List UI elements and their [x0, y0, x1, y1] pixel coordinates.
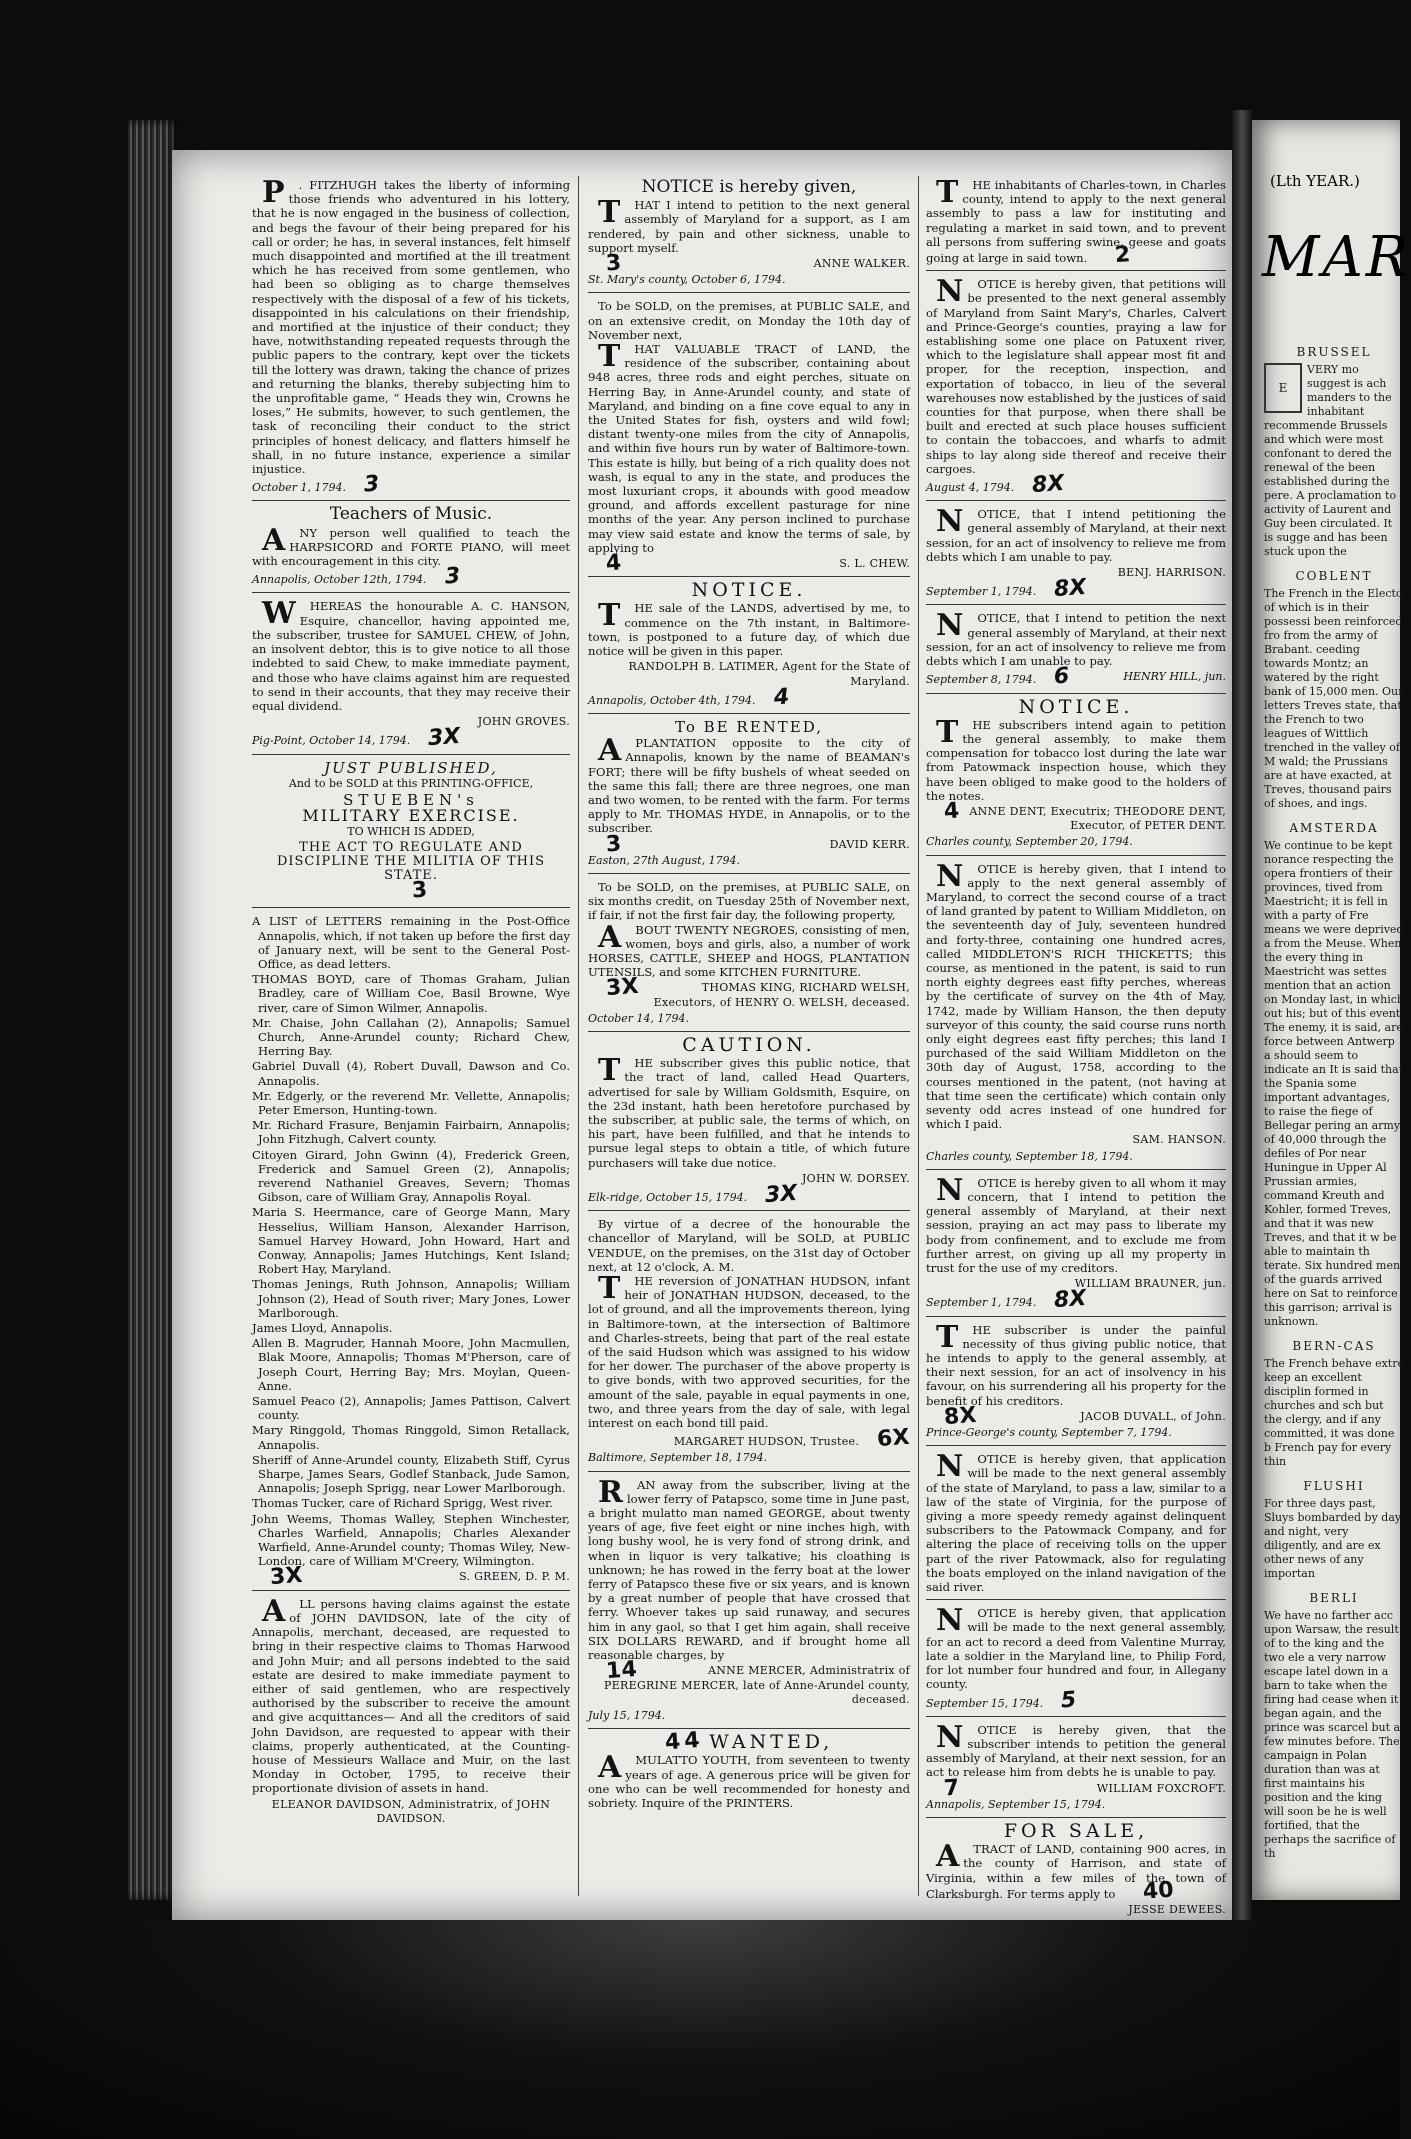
ad-murray	[926, 1603, 1226, 1716]
ad-tobacco-warehouse	[926, 274, 1226, 501]
handwritten-mark: 3X	[764, 1180, 799, 1209]
ad-text: HE inhabitants of Charles-town, in Charles county, intend to apply to the next general assembly to pass a law for instituting and regulating a market in said town, and to prevent all persons from suffering swine, geese and goats going at large in said town.	[926, 178, 1226, 266]
ad-date-text: September 15, 1794.	[926, 1696, 1044, 1710]
ad-intro: To be SOLD, on the premises, at PUBLIC SALE, on six months credit, on Tuesday 25th of November next, if fair, if not the first fair day, the following property,	[588, 879, 910, 923]
column-1	[252, 175, 570, 1888]
dateline-heading: COBLENT	[1295, 569, 1373, 583]
ad-heading: NOTICE.	[691, 579, 807, 602]
ad-fitzhugh	[252, 175, 570, 501]
ad-date: Charles county, September 18, 1794.	[926, 1149, 1133, 1163]
ad-signer: ANNE DENT, Executrix; THEODORE DENT, Executor, of PETER DENT.	[969, 804, 1226, 833]
letters-entry: Mr. Richard Frasure, Benjamin Fairbairn, Annapolis; John Fitzhugh, Calvert county.	[252, 1118, 570, 1147]
handwritten-mark: 4	[605, 550, 623, 577]
ad-signer: THOMAS KING, RICHARD WELSH, Executors, of HENRY O. WELSH, deceased.	[653, 981, 910, 1009]
handwritten-mark: 3	[443, 563, 461, 590]
ad-text: AN away from the subscriber, living at the lower ferry of Patapsco, some time in June past, a bright mulatto man named GEORGE, about twenty years of age, five feet eight or nine inches high, with long bushy wool, he is very fond of strong drink, and when in liquor is very talkative; his cloathing is unknown; he has rowed in the ferry boat at the lower ferry of Patapsco these five or six years, and is known by a great number of people that have crossed that ferry. Whoever takes up said runaway, and secures him in any gaol, so that I get him again, shall receive SIX DOLLARS REWARD, and if brought home all reasonable charges, by	[588, 1477, 910, 1663]
letters-entry: Mary Ringgold, Thomas Ringgold, Simon Retallack, Annapolis.	[252, 1423, 570, 1452]
drop-cap: T	[936, 175, 959, 210]
dateline-heading: BERN-CAS	[1292, 1339, 1376, 1353]
article-text: We continue to be kept norance respecting the opera frontiers of their provinces, tived from Maestricht; it is fell in with a party of Fre means we were deprived a from the Meuse. When the every thing in Maestricht was settes mention that an action on Monday last, in which out his; but of this event The enemy, it is said, are force between Antwerp a should seem to indicate an It is said that the Spania some important advantages, to raise the fiege of Bellegar pering an army of 40,000 through the defiles of Por near Huningue in Upper Al Prussian armies, command Kreuth and Kohler, formed Treves, and that it was new Treves, and that it w be able to maintain th terate. Six hundred men of the guards arrived here on Sat to reinforce this garrison; arrival is unknown.	[1264, 839, 1404, 1328]
letters-entry: THOMAS BOYD, care of Thomas Graham, Julian Bradley, care of William Coe, Basil Browne, Wye river, care of Simon Wilmer, Annapolis.	[252, 972, 570, 1015]
ad-text: MULATTO YOUTH, from seventeen to twenty years of age. A generous price will be given for one who can be well recommended for honesty and sobriety. Inquire of the PRINTERS.	[588, 1753, 910, 1810]
handwritten-mark: 6	[1053, 663, 1071, 690]
ad-heading: WANTED,	[709, 1731, 834, 1754]
ad-signer: JOHN W. DORSEY.	[801, 1171, 910, 1185]
ad-text: OTICE is hereby given, that application will be made to the next general assembly, for an act to record a deed from Valentine Murray, late a soldier in the Maryland line, to Philip Ford, for lot number four hundred and four, in Allegany county.	[926, 1606, 1226, 1692]
drop-cap: N	[936, 608, 964, 644]
ad-signer: JOHN GROVES.	[477, 715, 570, 729]
drop-cap: N	[936, 858, 964, 894]
ad-signer: S. GREEN, D. P. M.	[459, 1570, 570, 1584]
drop-cap: P	[262, 175, 285, 210]
handwritten-mark: 6X	[876, 1425, 911, 1453]
drop-cap: N	[936, 1172, 964, 1208]
drop-cap: A	[598, 919, 622, 955]
ad-text: OTICE is hereby given, that I intend to apply to the next general assembly of Maryland, to correct the second course of a tract of land granted by patent to William Middleton, on the seventeenth day of July, seventeen hundred and forty-three, containing one hundred acres, called MIDDLETON'S RICH THICKETTS; this course, as mentioned in the patent, is said to run north eighty degrees east fifty perches, whereas by the certificate of survey on the 4th of May, 1742, made by William Hanson, the then deputy surveyor of this county, the said course runs north only eight degrees east fifty perches; this land I purchased of the said William Middleton on the 30th day of August, 1758, according to the courses mentioned in the patent, (not having at that time seen the certificate) which contain only seventy odd acres instead of one hundred for which I paid.	[926, 861, 1226, 1132]
ad-signer: S. L. CHEW.	[839, 557, 910, 571]
ad-date-text: September 8, 1794.	[926, 673, 1037, 687]
dateline-heading: BRUSSEL	[1296, 345, 1372, 359]
ad-date	[926, 1286, 1226, 1314]
letters-entry: Sheriff of Anne-Arundel county, Elizabeth Stiff, Cyrus Sharpe, James Sears, Godlef Stanback, Jude Samon, Annapolis; Joseph Sprigg, near Lower Marlborough.	[252, 1452, 570, 1496]
handwritten-mark: 2	[1114, 242, 1132, 269]
ad-intro: By virtue of a decree of the honourable the chancellor of Maryland, will be SOLD, at PUBLIC VENDUE, on the premises, on the 31st day of October next, at 12 o'clock, A. M.	[588, 1217, 910, 1274]
ad-heading: CAUTION.	[682, 1033, 816, 1056]
scan-background	[0, 1920, 1400, 2139]
ad-title: STUEBEN's	[343, 790, 479, 809]
article-text: VERY mo suggest is ach manders to the inhabitant recommende Brussels and which were most confonant to dered the renewal of the been established during the pere. A proclamation to activity of Laurent and Guy been circulated. It is sugge and has been stuck upon the	[1264, 363, 1397, 558]
handwritten-mark: 3X	[269, 1563, 304, 1591]
letters-entry: James Lloyd, Annapolis.	[252, 1321, 393, 1336]
year-label: (Lth YEAR.)	[1270, 172, 1360, 190]
ad-date-text: October 1, 1794.	[252, 481, 347, 495]
handwritten-mark: 8X	[1053, 1286, 1088, 1314]
ad-walker	[588, 177, 910, 293]
drop-cap: A	[262, 522, 286, 558]
article-text: For three days past, Sluys bombarded by day and night, very diligently, and are ex other news of any importan	[1264, 1497, 1402, 1580]
ad-text: BOUT TWENTY NEGROES, consisting of men, women, boys and girls, also, a number of work HORSES, CATTLE, SHEEP and HOGS, PLANTATION UTENSILS, and some KITCHEN FURNITURE.	[588, 922, 910, 980]
ad-text: OTICE is hereby given, that application will be made to the next general assembly of the state of Maryland, to pass a law, similar to a law of the state of Virginia, for the purpose of giving a more speedy remedy against delinquent subscribers to the Patowmack Company, and for altering the place of receiving tolls on the upper part of the river Patowmack, also for regulating the boats employed on the inland navigation of the said river.	[926, 1452, 1226, 1595]
ad-heading: Teachers of Music.	[329, 504, 493, 525]
letters-entry: John Weems, Thomas Walley, Stephen Winchester, Charles Warfield, Annapolis; Charles Alexander Warfield, Anne-Arundel county; Thomas Wiley, New-London, care of William M'Creery, Wilmington.	[252, 1511, 570, 1569]
ad-date	[252, 724, 570, 752]
drop-cap: N	[936, 1603, 964, 1639]
drop-cap: T	[598, 1053, 621, 1089]
handwritten-mark: 8X	[1031, 470, 1066, 499]
ad-davidson	[252, 1593, 570, 1831]
article-text: The French in the Electo of which is in their possessi been reinforced fro from the army of Brabant. ceeding towards Montz; an watered by the right bank of 15,000 men. Our letters Treves state, that the French to two leagues of Wittlich trenched in the valley of M wald; the Prussians are at have exacted, at Treves, thousand pairs of shoes, and ings.	[1264, 587, 1404, 810]
ad-text: A LIST of LETTERS remaining in the Post-Office Annapolis, which, if not taken up before the first day of January next, will be sent to the General Post-Office, as dead letters.	[252, 914, 570, 971]
ad-wanted	[588, 1727, 910, 1815]
drop-cap: N	[936, 1449, 964, 1485]
ad-welsh	[588, 880, 910, 1032]
handwritten-mark: 14	[605, 1657, 639, 1685]
ad-date: Easton, 27th August, 1794.	[588, 853, 741, 867]
handwritten-mark: 3	[411, 877, 429, 904]
ad-text: TRACT of LAND, containing 900 acres, in the county of Harrison, and state of Virginia, within a few miles of the town of Clarksburgh. For terms apply to	[926, 1842, 1226, 1901]
ad-signer: RANDOLPH B. LATIMER, Agent for the State of Maryland.	[628, 660, 910, 688]
ad-date	[588, 1180, 910, 1209]
ad-text: . FITZHUGH takes the liberty of informing those friends who adventured in his lottery, that he is now engaged in the business of collection, and begs the favour of their being prepared for his call or order; he has, in several instances, felt himself much disappointed and mortified at the ill treatment which he has received from some gentlemen, who had been so obliging as to charge themselves respectively with the disposal of a few of his tickets, disappointed in his calculations on their friendship, and mortified at the injustice of their conduct; they have, notwithstanding repeated requests through the public papers to the contrary, kept over the tickets till the lottery was drawn, taking the chance of prizes and returning the blanks, thereby subjecting him to the unprofitable game, “ Heads they win, Crowns he loses,” He submits, however, to such gentlemen, the task of reconciling their conduct to the strict principles of honest delicacy, and flatters himself he shall, in no future instance, experience a similar injustice.	[252, 178, 570, 477]
drop-cap: A	[936, 1839, 960, 1875]
ad-text: PLANTATION opposite to the city of Annapolis, known by the name of BEAMAN's FORT; there will be fifty bushels of wheat seeded on the same this fall; there are three negroes, one man and two women, to be rented with the farm. For terms apply to Mr. THOMAS HYDE, in Annapolis, or to the subscriber.	[588, 736, 910, 836]
ad-jacob-duvall	[926, 1319, 1226, 1447]
ad-date	[252, 563, 570, 590]
dateline-heading: AMSTERDA	[1289, 821, 1379, 835]
dateline-heading: BERLI	[1309, 1591, 1359, 1605]
ad-date-text: Pig-Point, October 14, 1794.	[252, 734, 411, 748]
ad-heading: JUST PUBLISHED,	[324, 758, 498, 777]
ad-signer: WILLIAM FOXCROFT.	[1096, 1781, 1226, 1795]
book-gutter	[1232, 110, 1252, 1920]
column-3	[926, 175, 1226, 1916]
ad-hanson-chew	[252, 596, 570, 754]
drop-cap: T	[936, 714, 959, 750]
ad-signer: WILLIAM BRAUNER, jun.	[1074, 1277, 1226, 1291]
drop-cap: T	[598, 339, 621, 375]
handwritten-mark: 8X	[1053, 575, 1088, 603]
ad-date	[926, 1686, 1226, 1714]
ad-date: October 14, 1794.	[588, 1011, 690, 1025]
ad-patowmack	[926, 1449, 1226, 1600]
drop-cap: N	[936, 1719, 964, 1755]
ad-subheading: TO WHICH IS ADDED,	[347, 825, 475, 839]
drop-cap: T	[598, 598, 621, 634]
letters-entry: Maria S. Heermance, care of George Mann, Mary Hesselius, William Hanson, Alexander Harrison, Samuel Harvey Howard, John Howard, Hart and Conway, Annapolis; James Hutchings, Kent Island; Robert Hay, Maryland.	[252, 1205, 570, 1277]
ad-signer: DAVID KERR.	[829, 837, 910, 851]
drop-cap: A	[598, 1750, 622, 1786]
dateline-heading: FLUSHI	[1303, 1479, 1365, 1493]
ad-text: HE subscriber is under the painful necessity of thus giving public notice, that he intends to apply to the general assembly, at their next session, for an act of insolvency in his favour, on his surrendering all his property for the benefit of his creditors.	[926, 1322, 1226, 1408]
ad-text: HE reversion of JONATHAN HUDSON, infant heir of JONATHAN HUDSON, deceased, to the lot of ground, and all the improvements thereon, lying in Baltimore-town, at the intersection of Baltimore and Charles-streets, being that part of the real estate of the said Hudson which was assigned to his widow for her dower. The purchaser of the above property is to give bonds, with two approved securities, for the amount of the sale, payable in equal payments in one, two, and three years from the day of sale, with legal interest on each bond till paid.	[588, 1274, 910, 1431]
ad-date: Baltimore, September 18, 1794.	[588, 1451, 768, 1465]
handwritten-mark: 3	[363, 471, 381, 498]
ad-date	[252, 471, 570, 498]
ad-title: THE ACT TO REGULATE AND DISCIPLINE THE MILITIA OF THIS STATE.	[276, 839, 546, 883]
ad-text: NY person well qualified to teach the HARPSICORD and FORTE PIANO, will meet with encouragement in this city.	[252, 525, 570, 569]
letters-entry: Gabriel Duvall (4), Robert Duvall, Dawson and Co. Annapolis.	[252, 1059, 570, 1088]
ad-signer: ANNE WALKER.	[813, 257, 910, 271]
ad-kerr	[588, 717, 910, 874]
ad-text: OTICE, that I intend petitioning the general assembly of Maryland, at their next session, for an act of insolvency to relieve me from debts which I am unable to pay.	[926, 507, 1226, 564]
drop-cap: T	[936, 1319, 959, 1355]
ad-signer: SAM. HANSON.	[1132, 1133, 1226, 1147]
ad-chew-land	[588, 299, 910, 577]
letters-entry: Allen B. Magruder, Hannah Moore, John Macmullen, Blak Moore, Annapolis; Thomas M'Pherson, care of Joseph Court, Herring Bay; Mrs. Moylan, Queen-Anne.	[252, 1336, 570, 1393]
ad-hill	[926, 608, 1226, 693]
letters-entry: Mr. Chaise, John Callahan (2), Annapolis; Samuel Church, Anne-Arundel county; Richard Chew, Herring Bay.	[252, 1015, 570, 1059]
letters-entry: Thomas Jenings, Ruth Johnson, Annapolis; William Johnson (2), Head of South river; Mary Jones, Lower Marlborough.	[252, 1277, 570, 1320]
ad-charlestown	[926, 175, 1226, 271]
handwritten-mark: 7	[943, 1775, 961, 1802]
column-rule	[918, 176, 919, 1896]
ad-signer: BENJ. HARRISON.	[1117, 566, 1226, 580]
ad-date: Prince-George's county, September 7, 1794.	[926, 1426, 1172, 1440]
ad-text: HE sale of the LANDS, advertised by me, to commence on the 7th instant, in Baltimore-town, is postponed to a future day, of which due notice will be given in this paper.	[588, 601, 910, 659]
ad-text: OTICE is hereby given, that the subscriber intends to petition the general assembly of Maryland, at their next session, for an act to release him from debts he is unable to pay.	[926, 1722, 1226, 1780]
ad-foxcroft	[926, 1719, 1226, 1818]
ad-date	[926, 470, 1226, 499]
ad-dorsey-caution	[588, 1033, 910, 1211]
handwritten-mark: 3	[605, 831, 623, 858]
ad-heading: To BE RENTED,	[675, 717, 823, 736]
ad-date-text: September 1, 1794.	[926, 585, 1037, 599]
ad-date: St. Mary's county, October 6, 1794.	[588, 273, 786, 287]
column-rule	[578, 176, 579, 1896]
ad-date-text: Annapolis, October 12th, 1794.	[252, 573, 427, 587]
ad-heading: NOTICE.	[1018, 695, 1134, 718]
ad-dent	[926, 695, 1226, 856]
ad-text: OTICE is hereby given, that petitions will be presented to the next general assembly of Maryland from Saint Mary's, Charles, Calvert and Prince-George's counties, praying a law for establishing some one place on Patuxent river, which to the legislature shall appear most fit and proper, for the reception, inspection, and exportation of tobacco, in lieu of the several warehouses now established by the justices of said counties for that purpose, when there shall be built and erected at such place houses sufficient to contain the tobaccoes, and wharfs to admit ships to lay along side thereof and receive their cargoes.	[926, 277, 1226, 476]
ad-intro: To be SOLD, on the premises, at PUBLIC SALE, and on an extensive credit, on Monday the 10th day of November next,	[588, 299, 910, 342]
handwritten-mark: 44	[663, 1727, 705, 1756]
facing-page	[1252, 120, 1411, 1900]
ad-mercer-runaway	[588, 1474, 910, 1729]
ad-signer: ELEANOR DAVIDSON, Administratrix, of JOHN DAVIDSON.	[271, 1797, 551, 1825]
drop-cap: N	[936, 504, 964, 540]
ad-date: Annapolis, September 15, 1794.	[926, 1797, 1106, 1811]
ad-text: OTICE is hereby given to all whom it may concern, that I intend to petition the general assembly of Maryland, at their next session, praying an act may pass to liberate my body from confinement, and to exclude me from further arrest, on giving up all my property in trust for the use of my creditors.	[926, 1175, 1226, 1276]
drop-cap: N	[936, 274, 964, 310]
facing-page-column	[1264, 335, 1404, 1861]
ad-date	[926, 663, 1226, 690]
ad-date-text: September 1, 1794.	[926, 1296, 1037, 1310]
handwritten-mark: 4	[772, 684, 790, 711]
ad-text: HAT VALUABLE TRACT of LAND, the residence of the subscriber, containing about 948 acres, three rods and eight perches, situate on Herring Bay, in Anne-Arundel county, and state of Maryland, and binding on a fine cove equal to any in the United States for fish, oysters and wild fowl; distant twenty-one miles from the city of Annapolis, and within five hours run by water of Baltimore-town. This estate is hilly, but being of a rich quality does not wash, is equal to any in the state, and produces the most luxuriant crops, it abounds with good meadow ground, and affords excellent pasturage for nine months of the year. Any person inclined to purchase may view said estate and know the terms of sale, by applying to	[588, 342, 910, 555]
ad-date: Charles county, September 20, 1794.	[926, 835, 1133, 849]
drop-cap: W	[262, 596, 296, 632]
drop-cap: R	[598, 1474, 623, 1510]
ad-signer: HENRY HILL, jun.	[1123, 670, 1226, 684]
ad-signer: MARGARET HUDSON, Trustee.	[673, 1435, 860, 1449]
ad-date-text: Elk-ridge, October 15, 1794.	[588, 1191, 748, 1204]
letters-entry: Thomas Tucker, care of Richard Sprigg, West river.	[252, 1496, 553, 1511]
ad-subheading: And to be SOLD at this PRINTING-OFFICE,	[288, 776, 534, 790]
drop-cap: A	[598, 733, 622, 769]
handwritten-mark: 40	[1142, 1877, 1175, 1905]
drop-cap: A	[262, 1593, 286, 1629]
column-2	[588, 178, 910, 1888]
ad-date-text: August 4, 1794.	[926, 481, 1015, 495]
ad-text: OTICE, that I intend to petition the next general assembly of Maryland, at their next session, for an act of insolvency to relieve me from debts which I am unable to pay.	[926, 611, 1226, 669]
ad-text: LL persons having claims against the estate of JOHN DAVIDSON, late of the city of Annapolis, merchant, deceased, are requested to bring in their respective claims to Thomas Harwood and John Muir; and all persons indebted to the said estate are desired to make immediate payment to either of said gentlemen, who are respectively authorised by the subscriber to receive the amount and give acquittances— And all the creditors of said John Davidson, are requested to appear with their claims, properly authenticated, at the Counting-house of Messieurs Wallace and Muir, on the last Monday in October, 1795, to receive their proportionate division of assets in hand.	[252, 1596, 570, 1796]
handwritten-mark: 4	[943, 798, 961, 825]
ad-heading: FOR SALE,	[1003, 1819, 1149, 1842]
ad-hudson	[588, 1217, 910, 1471]
handwritten-mark: 8X	[943, 1402, 978, 1430]
letters-entry: Citoyen Girard, John Gwinn (4), Frederick Green, Frederick and Samuel Green (2), Annapolis; reverend Nathaniel Greaves, Severn; Thomas Gibson, care of William Gray, Annapolis Royal.	[252, 1147, 570, 1205]
ad-signer: JACOB DUVALL, of John.	[1080, 1409, 1226, 1423]
ornament-icon: E	[1264, 363, 1302, 413]
handwritten-mark: 3X	[605, 974, 640, 1002]
handwritten-mark: 5	[1060, 1686, 1078, 1714]
ad-teachers-of-music	[252, 504, 570, 593]
ad-text: HEREAS the honourable A. C. HANSON, Esquire, chancellor, having appointed me, the subscriber, trustee for SAMUEL CHEW, of John, an insolvent debtor, this is to give notice to all those indebted to said Chew, to make immediate payment, and those who have claims against him are requested to send in their accounts, that they may receive their equal dividend.	[252, 599, 570, 713]
handwritten-mark: 3X	[427, 724, 462, 752]
ad-signer: JESSE DEWEES.	[1128, 1902, 1226, 1916]
ad-latimer	[588, 579, 910, 714]
letters-entry: Mr. Edgerly, or the reverend Mr. Vellette, Annapolis; Peter Emerson, Hunting-town.	[252, 1088, 570, 1117]
ad-text: HE subscriber gives this public notice, that the tract of land, called Head Quarters, advertised for sale by William Goldsmith, Esquire, on the 23d instant, hath been heretofore purchased by the subscriber, at public sale, the terms of which, on his part, have been fulfilled, and that he intends to pursue legal steps to obtain a title, of which future purchasers will take due notice.	[588, 1056, 910, 1170]
article-text: We have no farther acc upon Warsaw, the result of to the king and the two ele a very narrow escape latel down in a barn to take when the firing had cease when it began again, and the prince was scarcel but a few minutes before. The campaign in Polan duration than was at first maintains his position and the king will soon be he is well fortified, that the perhaps the sacrifice of th	[1264, 1609, 1401, 1860]
drop-cap: T	[598, 1271, 621, 1307]
ad-sam-hanson	[926, 858, 1226, 1170]
ad-steuben	[252, 758, 570, 909]
handwritten-mark: 3	[605, 250, 623, 277]
article-text: The French behave extre keep an excellent disciplin formed in churches and sch but the clergy, and if any committed, it was done b French pay for every thin	[1264, 1357, 1404, 1468]
ad-signer: ANNE MERCER, Administratrix of PEREGRINE MERCER, late of Anne-Arundel county, deceased.	[604, 1664, 910, 1706]
ad-brauner	[926, 1172, 1226, 1317]
ad-title: MILITARY EXERCISE.	[302, 806, 520, 826]
ad-text: HAT I intend to petition to the next general assembly of Maryland for a support, as I am rendered, by pain and other sickness, unable to support myself.	[588, 198, 910, 255]
letters-entry: Samuel Peaco (2), Annapolis; James Pattison, Calvert county.	[252, 1394, 570, 1423]
ad-text: HE subscribers intend again to petition the general assembly, to make them compensation for tobacco lost during the late war from Patowmack inspection house, which they have been obliged to make good to the holders of the notes.	[926, 717, 1226, 803]
ad-date-text: Annapolis, October 4th, 1794.	[588, 693, 756, 707]
ad-date	[926, 575, 1226, 603]
ad-date	[588, 684, 910, 711]
masthead: MAR	[1262, 225, 1411, 290]
ad-letters-list	[252, 914, 570, 1590]
drop-cap: T	[598, 195, 621, 231]
ad-date: July 15, 1794.	[588, 1708, 666, 1722]
ad-heading: NOTICE is hereby given,	[641, 177, 857, 197]
ad-harrison	[926, 504, 1226, 605]
